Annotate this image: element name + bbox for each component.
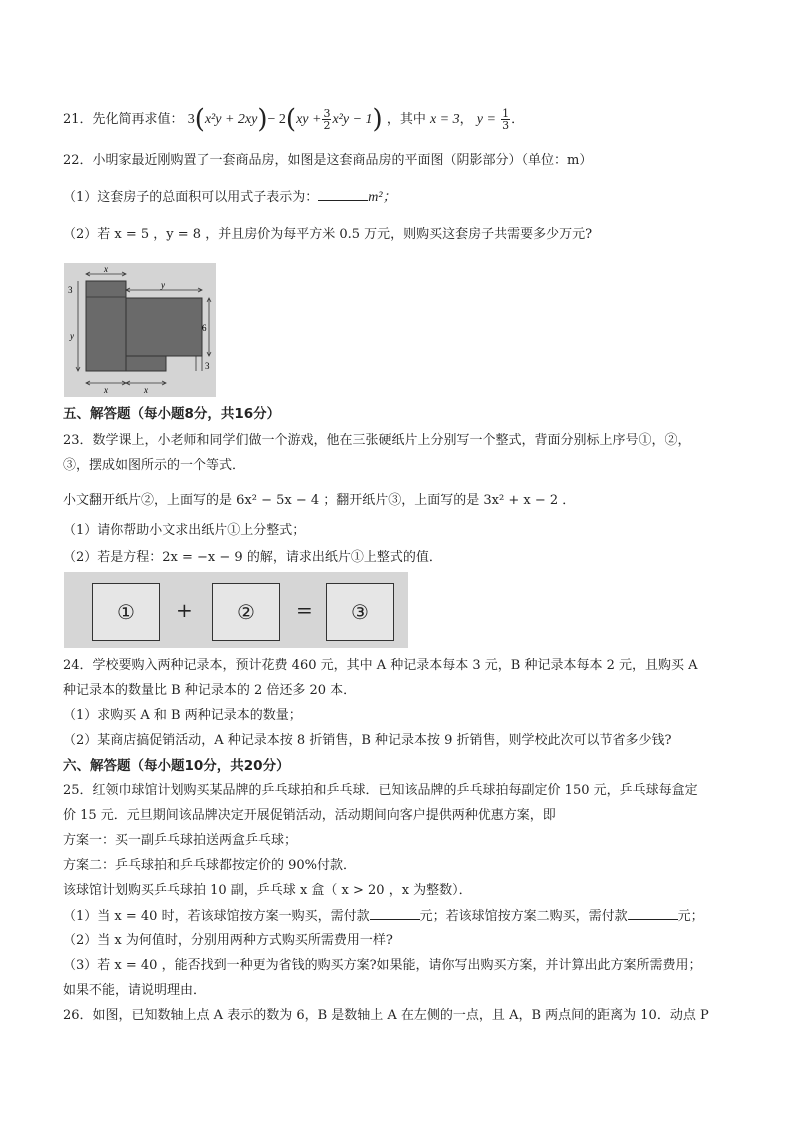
q21-suffix: ，其中	[386, 112, 426, 127]
q22-answer-blank[interactable]	[318, 188, 368, 201]
q25-blank-plan2[interactable]	[628, 907, 678, 920]
q21-term3: x²y − 1	[332, 112, 373, 127]
q24-part1: （1）求购买 A 和 B 两种记录本的数量；	[63, 708, 302, 723]
q25-stem-1: 25．红领巾球馆计划购买某品牌的乒乓球拍和乒乓球．已知该品牌的乒乓球拍每副定价 150 元，乒乓球每盒定	[63, 783, 698, 798]
q21-end: ．	[511, 112, 525, 127]
q24-part2: （2）某商店搞促销活动，A 种记录本按 8 折销售，B 种记录本按 9 折销售，则学校此次可以节省多少钱?	[63, 733, 672, 748]
fig-label-x-bottom-mid: x	[144, 385, 148, 395]
q21-term1: x²y + 2xy	[204, 112, 258, 127]
q24-stem-2: 种记录本的数量比 B 种记录本的 2 倍还多 20 本．	[63, 683, 357, 698]
q22-unit: m²；	[368, 190, 397, 205]
q21-y-fraction: $\frac{1}{3}$	[502, 107, 510, 132]
fig-label-y-left: y	[70, 331, 74, 341]
fig-label-x-top: x	[104, 264, 108, 274]
fig-label-y-top: y	[161, 280, 165, 290]
q21-coef: 3	[187, 112, 195, 127]
q21-minus: − 2	[267, 112, 286, 127]
section-5-heading: 五、解答题（每小题8分，共16分）	[63, 406, 281, 422]
q25-part3-b: 如果不能，请说明理由．	[63, 983, 207, 998]
equation-cards-figure	[64, 572, 408, 648]
q25-part2: （2）当 x 为何值时，分别用两种方式购买所需费用一样?	[63, 933, 393, 948]
section-6-heading: 六、解答题（每小题10分，共20分）	[63, 758, 290, 774]
q25-part3-a: （3）若 x = 40 ，能否找到一种更为省钱的购买方案?如果能，请你写出购买方案，并计算出此方案所需费用；	[63, 958, 702, 973]
q21-line: 21．先化简再求值： 3(x²y + 2xy)− 2(xy + $\frac{3}{2}$ x²y − 1) ，其中 x = 3， y = $\frac{1}{3}$ ．	[63, 104, 525, 135]
q21-term2: xy +	[296, 112, 322, 127]
fig-label-3-right: 3	[205, 361, 210, 371]
q23-stem-2: ③，摆成如图所示的一个等式．	[63, 458, 246, 473]
q21-cond-y: y =	[476, 112, 496, 127]
q22-part1	[63, 188, 397, 207]
fig-label-x-bottom-left: x	[104, 385, 108, 395]
card-2-label: ②	[237, 600, 255, 624]
q22-part1-text: （1）这套房子的总面积可以用式子表示为：	[63, 190, 319, 205]
q25-part1	[63, 907, 704, 926]
q24-stem-1: 24．学校要购入两种记录本，预计花费 460 元，其中 A 种记录本每本 3 元，B 种记录本每本 2 元，且购买 A	[63, 658, 698, 673]
q25-blank-plan1[interactable]	[370, 907, 420, 920]
q21-prefix: 21．先化简再求值：	[63, 112, 184, 127]
q25-plan-2: 方案二：乒乓球拍和乒乓球都按定价的 90%付款．	[63, 858, 357, 873]
q21-comma: ，	[459, 112, 473, 127]
q23-part1: （1）请你帮助小文求出纸片①上分整式；	[63, 523, 306, 538]
floor-plan-figure	[64, 263, 216, 397]
card-3-label: ③	[351, 600, 369, 624]
q21-cond-x: x = 3	[429, 112, 460, 127]
card-3	[326, 583, 394, 641]
q25-part1-b: 元；若该球馆按方案二购买，需付款	[419, 909, 628, 924]
card-1	[92, 583, 160, 641]
q25-part1-c: 元；	[677, 909, 704, 924]
q23-part2: （2）若是方程：2x = −x − 9 的解，请求出纸片①上整式的值．	[63, 550, 442, 565]
q22-stem: 22．小明家最近刚购置了一套商品房，如图是这套商品房的平面图（阴影部分）（单位：m）	[63, 153, 593, 168]
q23-stem-1: 23．数学课上，小老师和同学们做一个游戏，他在三张硬纸片上分别写一个整式，背面分别标上序号①，②，	[63, 433, 691, 448]
q25-stem-3: 该球馆计划购买乒乓球拍 10 副，乒乓球 x 盒（ x > 20 ，x 为整数）．	[63, 883, 472, 898]
q26-stem: 26．如图，已知数轴上点 A 表示的数为 6，B 是数轴上 A 在左侧的一点，且 A，B 两点间的距离为 10．动点 P	[63, 1008, 709, 1023]
q23-stem-3: 小文翻开纸片②，上面写的是 6x² − 5x − 4 ；翻开纸片③，上面写的是 3x² + x − 2 ．	[63, 493, 576, 508]
card-2	[212, 583, 280, 641]
fig-label-3-left: 3	[68, 285, 73, 295]
plus-sign: +	[176, 598, 193, 622]
q25-plan-1: 方案一：买一副乒乓球拍送两盒乒乓球；	[63, 833, 298, 848]
q25-stem-2: 价 15 元．元旦期间该品牌决定开展促销活动，活动期间向客户提供两种优惠方案，即	[63, 808, 556, 823]
q25-part1-a: （1）当 x = 40 时，若该球馆按方案一购买，需付款	[63, 909, 370, 924]
q22-part2: （2）若 x = 5 ，y = 8 ，并且房价为每平方米 0.5 万元，则购买这套房子共需要多少万元?	[63, 227, 593, 242]
q21-fraction: $\frac{3}{2}$	[323, 107, 331, 132]
equals-sign: =	[296, 598, 313, 622]
card-1-label: ①	[117, 600, 135, 624]
fig-label-6-right: 6	[202, 323, 207, 333]
